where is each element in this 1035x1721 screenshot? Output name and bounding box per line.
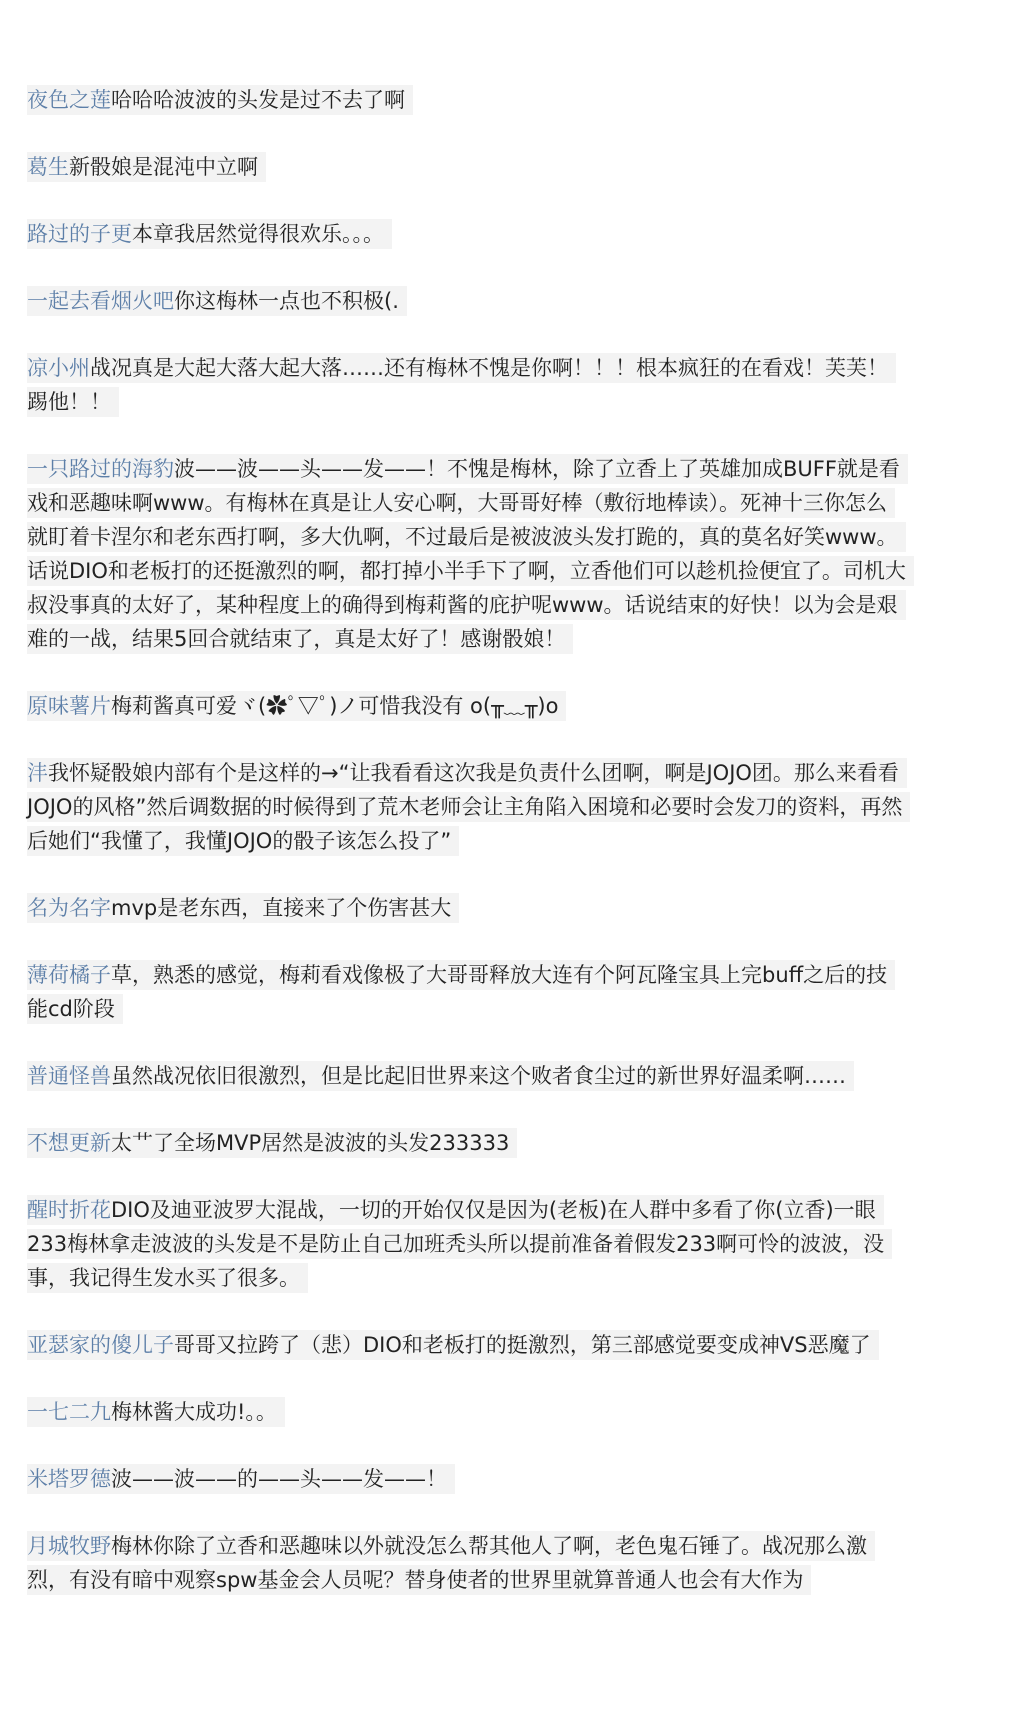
comment-username[interactable]: 一只路过的海豹: [27, 457, 174, 481]
comment-item: [27, 1462, 907, 1496]
comment-item: [27, 689, 907, 723]
comment-item: [27, 284, 907, 318]
comment-item: [27, 1126, 907, 1160]
comment-item: [27, 150, 907, 184]
comment-text: 波——波——头——发——！不愧是梅林，除了立香上了英雄加成BUFF就是看戏和恶趣味啊www。有梅林在真是让人安心啊，大哥哥好棒（敷衍地棒读）。死神十三你怎么就盯着卡涅尔和老东西打啊，多大仇啊，不过最后是被波波头发打跪的，真的莫名好笑www。话说DIO和老板打的还挺激烈的啊，都打掉小半手下了啊，立香他们可以趁机捡便宜了。司机大叔没事真的太好了，某种程度上的确得到梅莉酱的庇护呢www。话说结束的好快！以为会是艰难的一战，结果5回合就结束了，真是太好了！感谢骰娘！: [27, 457, 906, 651]
comment-item: [27, 1395, 907, 1429]
comment-text: 太艹了全场MVP居然是波波的头发233333: [111, 1131, 510, 1155]
comment-text: 本章我居然觉得很欢乐。。。: [132, 222, 384, 246]
comment-text: 梅林酱大成功!。。: [111, 1400, 277, 1424]
comment-item: [27, 1059, 907, 1093]
comment-item: [27, 452, 907, 656]
comment-text: 哈哈哈波波的头发是过不去了啊: [111, 88, 405, 112]
comment-username[interactable]: 名为名字: [27, 896, 111, 920]
comment-text: 你这梅林一点也不积极(.: [174, 289, 399, 313]
comment-text: 梅林你除了立香和恶趣味以外就没怎么帮其他人了啊，老色鬼石锤了。战况那么激烈，有没有暗中观察spw基金会人员呢？替身使者的世界里就算普通人也会有大作为: [27, 1534, 867, 1592]
comment-text: 草，熟悉的感觉，梅莉看戏像极了大哥哥释放大连有个阿瓦隆宝具上完buff之后的技能cd阶段: [27, 963, 888, 1021]
comment-username[interactable]: 一起去看烟火吧: [27, 289, 174, 313]
comment-text: DIO及迪亚波罗大混战，一切的开始仅仅是因为(老板)在人群中多看了你(立香)一眼233梅林拿走波波的头发是不是防止自己加班秃头所以提前准备着假发233啊可怜的波波，没事，我记得生发水买了很多。: [27, 1198, 885, 1290]
comment-item: [27, 891, 907, 925]
comment-item: [27, 217, 907, 251]
comment-username[interactable]: 不想更新: [27, 1131, 111, 1155]
comment-username[interactable]: 醒时折花: [27, 1198, 111, 1222]
comment-item: [27, 1193, 907, 1295]
comment-text: 新骰娘是混沌中立啊: [69, 155, 258, 179]
comment-item: [27, 1328, 907, 1362]
comment-username[interactable]: 原味薯片: [27, 694, 111, 718]
comment-username[interactable]: 葛生: [27, 155, 69, 179]
comment-text: 波——波——的——头——发——！: [111, 1467, 447, 1491]
comment-username[interactable]: 一七二九: [27, 1400, 111, 1424]
comment-username[interactable]: 亚瑟家的傻儿子: [27, 1333, 174, 1357]
comment-text: 我怀疑骰娘内部有个是这样的→“让我看看这次我是负责什么团啊，啊是JOJO团。那么来看看JOJO的风格”然后调数据的时候得到了荒木老师会让主角陷入困境和必要时会发刀的资料，再然后她们“我懂了，我懂JOJO的骰子该怎么投了”: [27, 761, 903, 853]
comment-item: [27, 756, 907, 858]
comment-username[interactable]: 薄荷橘子: [27, 963, 111, 987]
comment-text: mvp是老东西，直接来了个伤害甚大: [111, 896, 452, 920]
comment-username[interactable]: 沣: [27, 761, 48, 785]
comment-item: [27, 1529, 907, 1597]
comment-item: [27, 83, 907, 117]
comment-item: [27, 958, 907, 1026]
comment-text: 梅莉酱真可爱ヾ(✿ﾟ▽ﾟ)ノ可惜我没有 o(╥﹏╥)o: [111, 694, 559, 718]
comment-username[interactable]: 路过的子更: [27, 222, 132, 246]
comment-username[interactable]: 月城牧野: [27, 1534, 111, 1558]
comment-username[interactable]: 普通怪兽: [27, 1064, 111, 1088]
comment-text: 战况真是大起大落大起大落……还有梅林不愧是你啊！！！根本疯狂的在看戏！芙芙！踢他！！: [27, 356, 888, 414]
comment-username[interactable]: 米塔罗德: [27, 1467, 111, 1491]
comment-text: 哥哥又拉跨了（悲）DIO和老板打的挺激烈，第三部感觉要变成神VS恶魔了: [174, 1333, 871, 1357]
comment-list: [27, 83, 927, 1630]
comment-text: 虽然战况依旧很激烈，但是比起旧世界来这个败者食尘过的新世界好温柔啊……: [111, 1064, 846, 1088]
comment-username[interactable]: 凉小州: [27, 356, 90, 380]
comment-item: [27, 351, 907, 419]
comment-username[interactable]: 夜色之莲: [27, 88, 111, 112]
